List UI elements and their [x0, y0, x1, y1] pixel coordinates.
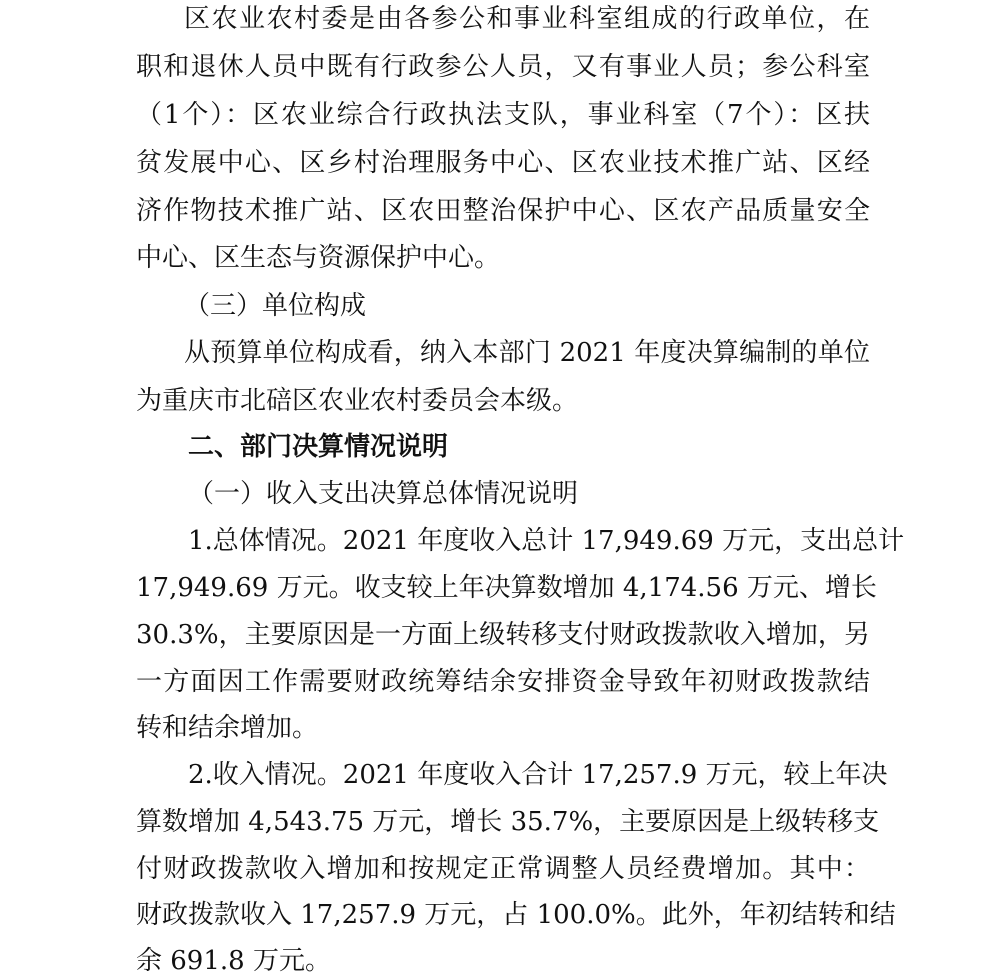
paragraph-line: 为重庆市北碚区农业农村委员会本级。 [136, 386, 579, 416]
paragraph-line: 2.收入情况。2021 年度收入合计 17,257.9 万元，较上年决 [188, 760, 888, 790]
paragraph-line: 中心、区生态与资源保护中心。 [136, 243, 501, 273]
section-heading-final-accounts: 二、部门决算情况说明 [188, 432, 449, 462]
paragraph-line: 从预算单位构成看，纳入本部门 2021 年度决算编制的单位 [184, 338, 870, 368]
paragraph-line: 算数增加 4,543.75 万元，增长 35.7%，主要原因是上级转移支 [136, 807, 880, 837]
paragraph-line: 30.3%，主要原因是一方面上级转移支付财政拨款收入增加，另 [136, 620, 870, 650]
section-heading-unit-composition: （三）单位构成 [184, 291, 367, 321]
paragraph-line: 职和退休人员中既有行政参公人员，又有事业人员；参公科室 [136, 52, 870, 82]
paragraph-line: （1个）：区农业综合行政执法支队，事业科室（7个）：区扶 [136, 100, 870, 130]
paragraph-line: 济作物技术推广站、区农田整治保护中心、区农产品质量安全 [136, 196, 870, 226]
paragraph-line: 财政拨款收入 17,257.9 万元，占 100.0%。此外，年初结转和结 [136, 900, 896, 930]
paragraph-line: 区农业农村委是由各参公和事业科室组成的行政单位，在 [184, 4, 870, 34]
paragraph-line: 转和结余增加。 [136, 713, 319, 743]
paragraph-line: 付财政拨款收入增加和按规定正常调整人员经费增加。其中： [136, 854, 870, 884]
subsection-heading-income-expenditure: （一）收入支出决算总体情况说明 [188, 479, 579, 509]
paragraph-line: 一方面因工作需要财政统筹结余安排资金导致年初财政拨款结 [136, 667, 870, 697]
paragraph-line: 贫发展中心、区乡村治理服务中心、区农业技术推广站、区经 [136, 148, 870, 178]
paragraph-line: 余 691.8 万元。 [136, 946, 331, 976]
paragraph-line: 1.总体情况。2021 年度收入总计 17,949.69 万元，支出总计 [188, 526, 905, 556]
paragraph-line: 17,949.69 万元。收支较上年决算数增加 4,174.56 万元、增长 [136, 573, 877, 603]
